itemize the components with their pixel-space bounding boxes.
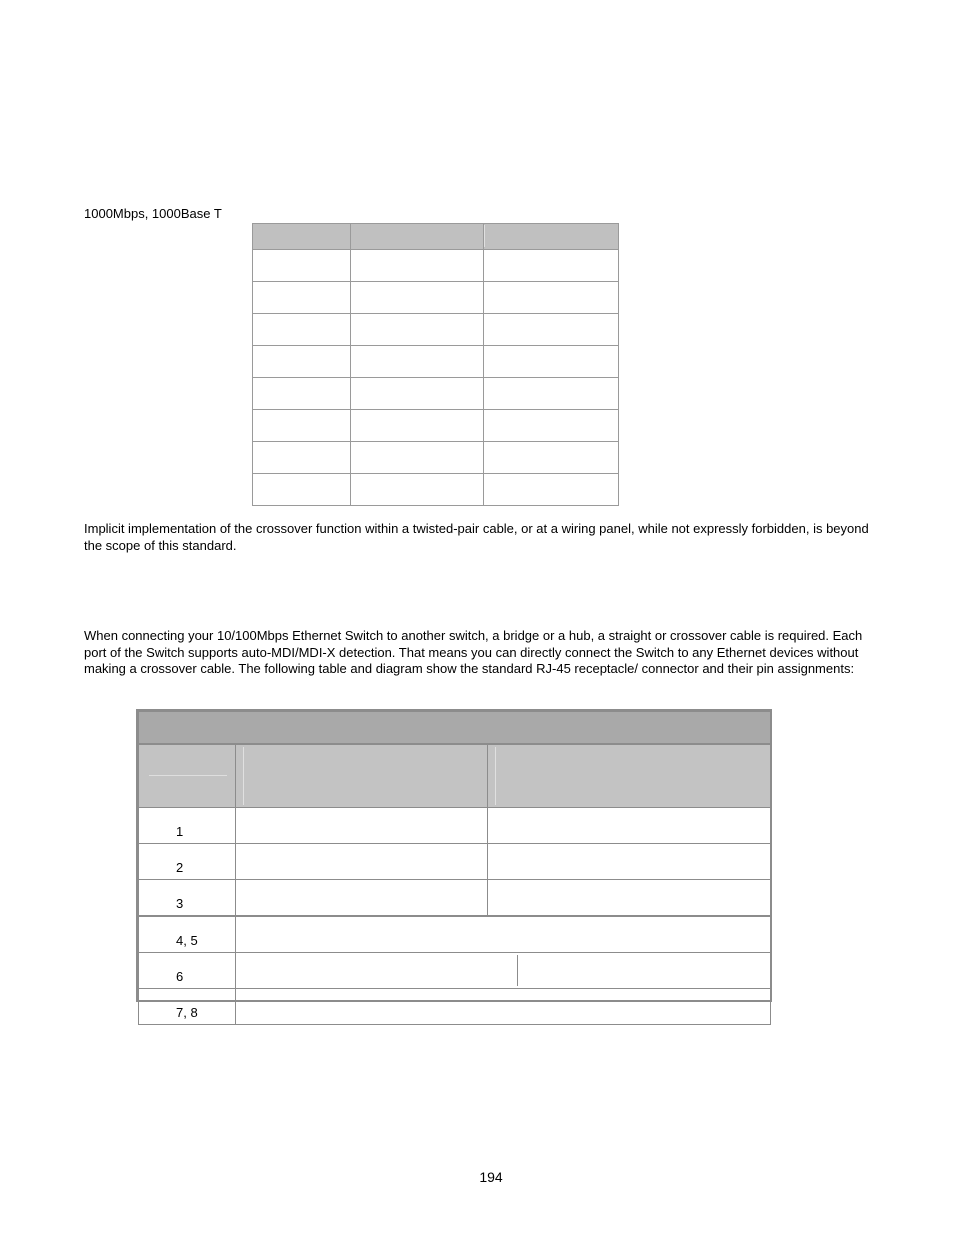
- table-cell: [484, 378, 619, 410]
- header-divider: [484, 225, 485, 247]
- table-cell: [351, 282, 484, 314]
- table-cell: [253, 442, 351, 474]
- table-header-cell: [484, 224, 619, 250]
- table-header-row: [139, 744, 771, 808]
- header-rule: [149, 775, 227, 776]
- pin-header-cell: [139, 744, 236, 808]
- table-title: [139, 712, 771, 745]
- table-row: [253, 282, 619, 314]
- table-cell: [351, 474, 484, 506]
- table-header-cell: [351, 224, 484, 250]
- table-row: [139, 808, 771, 844]
- split-cell-left: [236, 955, 518, 986]
- header-divider: [243, 747, 244, 805]
- table-cell: [484, 474, 619, 506]
- table-cell: [236, 844, 488, 880]
- table-row: [253, 250, 619, 282]
- table-cell: [484, 250, 619, 282]
- pin-number: 7, 8: [139, 989, 236, 1025]
- table-row: [253, 314, 619, 346]
- table-row: [139, 989, 771, 1025]
- table-cell: [236, 916, 771, 953]
- pin-number: 6: [139, 953, 236, 989]
- cable-pinout-table: [252, 223, 618, 505]
- table-cell: [488, 808, 771, 844]
- table-row: [253, 474, 619, 506]
- mdix-header-cell: [488, 744, 771, 808]
- table-cell: [351, 314, 484, 346]
- pin-number: 1: [139, 808, 236, 844]
- table-cell: [351, 250, 484, 282]
- table-row: [253, 378, 619, 410]
- page-number: 194: [479, 1169, 503, 1185]
- crossover-note-paragraph: Implicit implementation of the crossover function within a twisted-pair cable, or at a wiring panel, while not expressly forbidden, is beyond the scope of this standard.: [84, 521, 869, 553]
- table-row: [139, 953, 771, 989]
- table-cell: [236, 989, 771, 1025]
- table-header-row: [253, 224, 619, 250]
- table-cell: [253, 346, 351, 378]
- split-cell: [236, 955, 770, 986]
- table-title-row: [139, 712, 771, 745]
- table-row: [253, 442, 619, 474]
- table-cell: [484, 410, 619, 442]
- table-cell: [236, 880, 488, 917]
- table-header-cell: [253, 224, 351, 250]
- table-cell: [484, 314, 619, 346]
- table-row: [253, 346, 619, 378]
- pin-number: 4, 5: [139, 916, 236, 953]
- pin-number: 2: [139, 844, 236, 880]
- table-cell: [253, 378, 351, 410]
- table-cell: [253, 250, 351, 282]
- pin-number: 3: [139, 880, 236, 917]
- table-row: [139, 916, 771, 953]
- section-label: 1000Mbps, 1000Base T: [84, 206, 222, 221]
- table-row: [139, 880, 771, 917]
- table-cell: [484, 282, 619, 314]
- mdi-header-cell: [236, 744, 488, 808]
- table-cell: [351, 346, 484, 378]
- header-divider: [495, 747, 496, 805]
- table-cell: [351, 442, 484, 474]
- table-cell: [488, 880, 771, 917]
- table-cell: [236, 953, 771, 989]
- table-cell: [253, 282, 351, 314]
- table-cell: [253, 410, 351, 442]
- table-cell: [236, 808, 488, 844]
- table-cell: [484, 442, 619, 474]
- rj45-pin-assignment-table: [136, 709, 772, 1020]
- table-cell: [351, 378, 484, 410]
- table-cell: [484, 346, 619, 378]
- connection-intro-paragraph: When connecting your 10/100Mbps Ethernet Switch to another switch, a bridge or a hub, a straight or crossover cable is required. Each port of the Switch supports auto-MDI/MDI-X detection. That means you can directly connect the Switch to any Ethernet devices without making a crossover cable. The following table and diagram show the standard RJ-45 receptacle/ connector and their pin assignments:: [84, 628, 863, 676]
- table-cell: [488, 844, 771, 880]
- table-cell: [351, 410, 484, 442]
- split-cell-right: [518, 955, 770, 986]
- table-cell: [253, 474, 351, 506]
- table-row: [139, 844, 771, 880]
- table-row: [253, 410, 619, 442]
- table-cell: [253, 314, 351, 346]
